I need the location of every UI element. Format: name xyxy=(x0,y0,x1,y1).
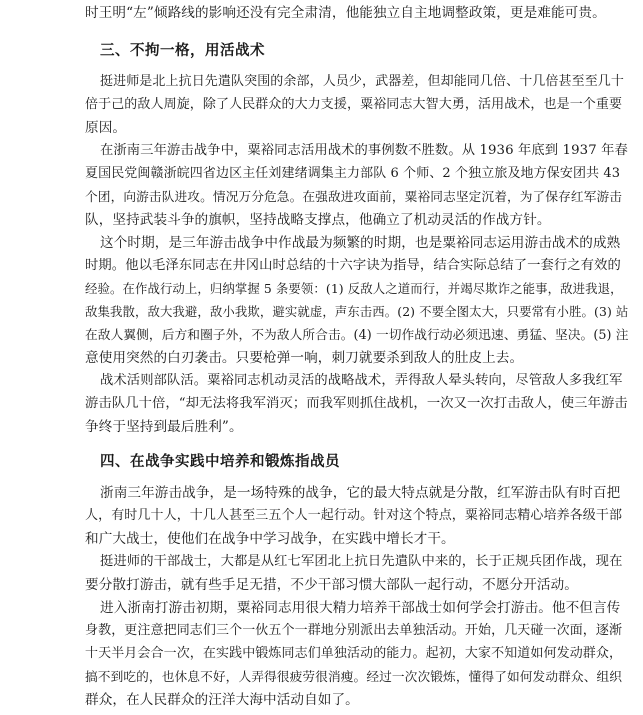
paragraph-line: 游击队几十倍，“却无法将我军消灭；而我军则抓住战机，一次又一次打击敌人，使三年游击 xyxy=(85,396,628,411)
paragraph-line: 浙南三年游击战争，是一场特殊的战争，它的最大特点就是分散，红军游击队有时百把 xyxy=(100,485,621,501)
paragraph-line: 身教，更注意把同志们三个一伙五个一群地分别派出去单独活动。开始，几天碰一次面，逐渐 xyxy=(85,623,623,638)
paragraph-line: 时王明“左”倾路线的影响还没有完全肃清，他能独立自主地调整政策，更是难能可贵。 xyxy=(85,5,606,21)
paragraph-line: 敌集我散，敌大我避，敌小我欺，避实就虚，声东击西。(2) 不要全图太大，只要常有小胜。(3) 站 xyxy=(85,304,629,319)
paragraph-line: 战术活则部队活。粟裕同志机动灵活的战略战术，弄得敌人晕头转向，尽管敌人多我红军 xyxy=(100,373,623,388)
paragraph-line: 要分散打游击，就有些手足无措，不少干部习惯大部队一起行动，不愿分开活动。 xyxy=(85,577,578,593)
paragraph-line: 经验。在作战行动上，归纳掌握 5 条要领：(1) 反敌人之道而行，并竭尽欺诈之能事，敌进我退， xyxy=(85,281,623,296)
paragraph-line: 十天半月会合一次，在实践中锻炼同志们单独活动的能力。起初，大家不知道如何发动群众， xyxy=(85,646,623,661)
paragraph-line: 在敌人翼侧，后方和圈子外，不为敌人所合击。(4) 一切作战行动必须迅速、勇猛、坚决。(5) 注 xyxy=(85,327,629,342)
paragraph-line: 挺进师的干部战士，大都是从红七军团北上抗日先遣队中来的，长于正规兵团作战，现在 xyxy=(100,554,623,569)
paragraph-line: 和广大战士，使他们在战争中学习战争，在实践中增长才干。 xyxy=(85,531,455,547)
paragraph-line: 个团，向游击队进攻。情况万分危急。在强敌进攻面前，粟裕同志坚定沉着，为了保存红军游击 xyxy=(85,189,623,204)
paragraph-line: 争终于坚持到最后胜利”。 xyxy=(85,419,243,435)
paragraph-line: 原因。 xyxy=(85,120,127,136)
paragraph-line: 倍于己的敌人周旋，除了人民群众的大力支援，粟裕同志大智大勇，活用战术，也是一个重要 xyxy=(85,97,623,112)
paragraph-line: 人，有时几十人，十几人甚至三五个人一起行动。针对这个特点，粟裕同志精心培养各级干部 xyxy=(85,508,623,523)
section-heading-3: 三、不拘一格，用活战术 xyxy=(100,43,265,59)
paragraph-line: 意使用突然的白刃袭击。只要枪弹一响，刺刀就要杀到敌人的肚皮上去。 xyxy=(85,350,524,366)
section-heading-4: 四、在战争实践中培养和锻炼指战员 xyxy=(100,454,340,470)
paragraph-line: 队，坚持武装斗争的旗帜，坚持战略支撑点，他确立了机动灵活的作战方针。 xyxy=(85,212,551,228)
paragraph-line: 搞不到吃的，也休息不好，人弄得很疲劳很消瘦。经过一次次锻炼，懂得了如何发动群众、组织 xyxy=(85,669,623,684)
paragraph-line: 这个时期，是三年游击战争中作战最为频繁的时期，也是粟裕同志运用游击战术的成熟 xyxy=(100,235,621,251)
paragraph-line: 挺进师是北上抗日先遣队突围的余部，人员少，武器差，但却能同几倍、十几倍甚至至几十 xyxy=(100,74,625,89)
paragraph-line: 在浙南三年游击战争中，粟裕同志活用战术的事例数不胜数。从 1936 年底到 1937 年春 xyxy=(100,143,628,158)
paragraph-line: 时期。他以毛泽东同志在井冈山时总结的十六字诀为指导，结合实际总结了一套行之有效的 xyxy=(85,258,621,273)
paragraph-line: 进入浙南打游击初期，粟裕同志用很大精力培养干部战士如何学会打游击。他不但言传 xyxy=(100,600,621,616)
paragraph-line: 夏国民党闽赣浙皖四省边区主任刘建绪调集主力部队 6 个师、2 个独立旅及地方保安团共 43 xyxy=(85,166,621,181)
paragraph-line: 群众，在人民群众的汪洋大海中活动自如了。 xyxy=(85,692,359,708)
